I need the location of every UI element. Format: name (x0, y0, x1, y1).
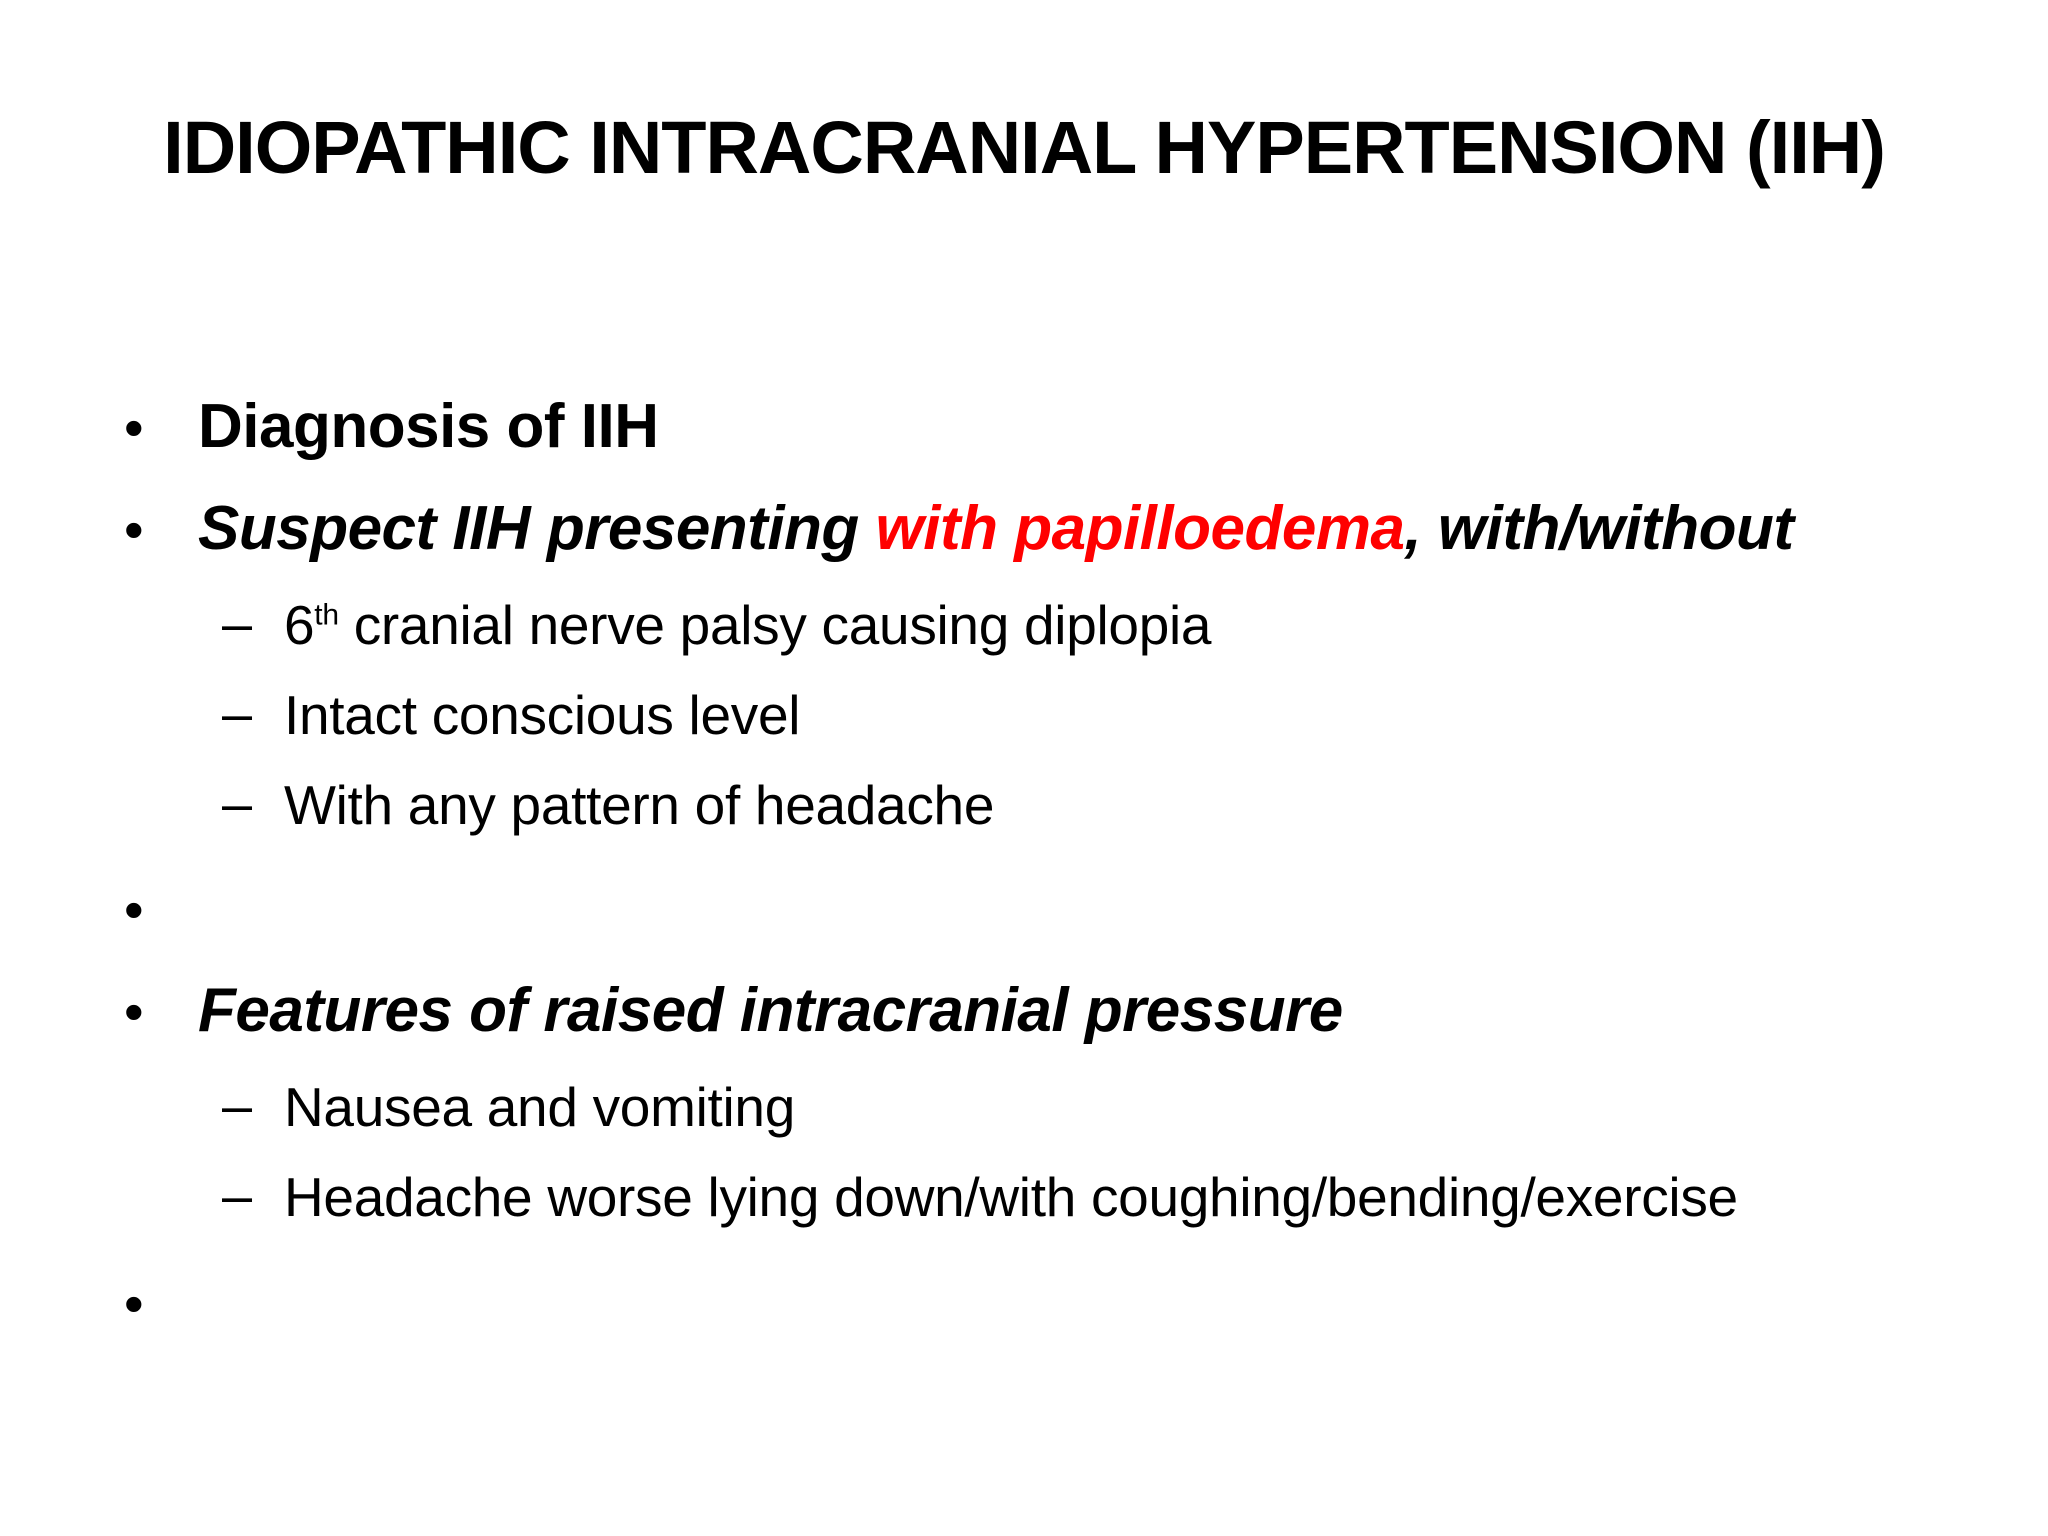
dash-glyph: – (222, 774, 253, 834)
bullet-glyph: • (124, 1272, 144, 1335)
subitem-rest: cranial nerve palsy causing diplopia (338, 594, 1212, 656)
bullet-glyph: • (124, 396, 144, 459)
subitem-text: Nausea and vomiting (284, 1076, 795, 1138)
bullet-glyph: • (124, 878, 144, 941)
bullet-glyph: • (124, 980, 144, 1043)
bullet-text (198, 494, 1793, 564)
dash-glyph: – (222, 1166, 253, 1226)
subitem-text: Intact conscious level (284, 684, 801, 746)
subitem-superscript: th (314, 598, 339, 632)
bullet-text-part2: , with/without (1404, 494, 1794, 563)
bullet-text: Features of raised intracranial pressure (198, 976, 1343, 1045)
subitem-text (284, 594, 1211, 656)
bullet-text-part1: Suspect IIH presenting (198, 494, 876, 563)
dash-glyph: – (222, 684, 253, 744)
highlight-text: with papilloedema (875, 494, 1405, 563)
subitem-text: Headache worse lying down/with coughing/bending/exercise (284, 1166, 1738, 1228)
bullet-text: Diagnosis of IIH (198, 392, 659, 461)
dash-glyph: – (222, 1076, 253, 1136)
subitem-number: 6 (284, 594, 315, 656)
dash-glyph: – (222, 594, 253, 654)
slide-title: IDIOPATHIC INTRACRANIAL HYPERTENSION (IIH) (163, 106, 1885, 189)
bullet-glyph: • (124, 498, 144, 561)
subitem-text: With any pattern of headache (284, 774, 995, 836)
